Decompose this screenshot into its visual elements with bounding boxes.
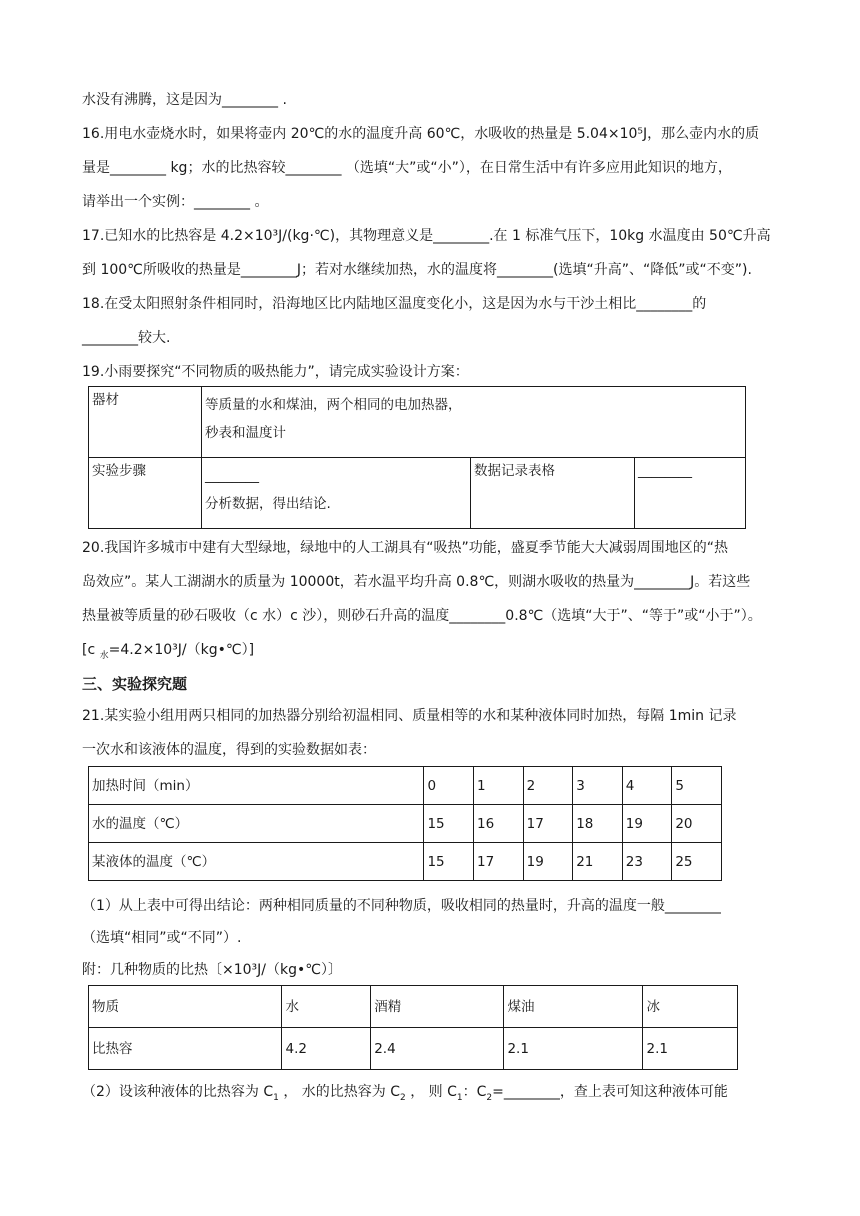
specific-heat-header-cell: 冰 — [643, 986, 738, 1028]
specific-heat-value-cell: 比热容 — [89, 1028, 282, 1070]
q18-line2: ________较大. — [82, 330, 171, 346]
q18-line1: 18.在受太阳照射条件相同时，沿海地区比内陆地区温度变化小，这是因为水与干沙土相比________的 — [82, 296, 707, 312]
temperature-cell: 17 — [474, 843, 524, 881]
temperature-cell: 19 — [622, 805, 672, 843]
q19-record-table-label: 数据记录表格 — [471, 458, 635, 529]
q21-line2: 一次水和该液体的温度，得到的实验数据如表： — [82, 742, 376, 758]
q19-equipment-line1: 等质量的水和煤油，两个相同的电加热器， — [205, 397, 462, 413]
temperature-cell: 23 — [622, 843, 672, 881]
temperature-table-row — [89, 843, 722, 881]
q16-line3: 请举出一个实例：________ 。 — [82, 194, 269, 210]
q21-part1-line1: （1）从上表中可得出结论：两种相同质量的不同种物质，吸收相同的热量时，升高的温度一般________ — [82, 898, 721, 914]
temperature-cell: 17 — [523, 805, 573, 843]
specific-heat-table-row — [89, 986, 738, 1028]
temperature-row-label: 某液体的温度（℃） — [89, 843, 424, 881]
temperature-cell: 0 — [424, 767, 474, 805]
q19-equipment-label: 器材 — [89, 387, 202, 458]
temperature-cell: 16 — [474, 805, 524, 843]
q16-line1: 16.用电水壶烧水时，如果将壶内 20℃的水的温度升高 60℃，水吸收的热量是 5.04×10⁵J，那么壶内水的质 — [82, 126, 760, 142]
q20-line4: [c $_水$=4.2×10³J/（kg•℃）] — [82, 642, 255, 661]
temperature-cell: 25 — [672, 843, 722, 881]
q17-line1: 17.已知水的比热容是 4.2×10³J/(kg·℃)，其物理意义是________.在 1 标准气压下，10kg 水温度由 50℃升高 — [82, 228, 771, 244]
q21-appendix: 附：几种物质的比热〔×10³J/（kg•℃）〕 — [82, 962, 342, 978]
specific-heat-header-cell: 水 — [282, 986, 371, 1028]
q20-line2: 岛效应”。某人工湖湖水的质量为 10000t，若水温平均升高 0.8℃，则湖水吸收的热量为________J。若这些 — [82, 574, 751, 590]
temperature-table-row — [89, 805, 722, 843]
q19-line1: 19.小雨要探究“不同物质的吸热能力”，请完成实验设计方案： — [82, 364, 469, 380]
q19-steps-line2: 分析数据，得出结论. — [205, 496, 331, 512]
q19-equipment-cell — [202, 387, 746, 458]
temperature-cell: 15 — [424, 843, 474, 881]
q20-line1: 20.我国许多城市中建有大型绿地，绿地中的人工湖具有“吸热”功能，盛夏季节能大大减弱周围地区的“热 — [82, 540, 729, 556]
q17-line2: 到 100℃所吸收的热量是________J；若对水继续加热，水的温度将________(选填“升高”、“降低”或“不变”). — [82, 262, 752, 278]
temperature-table-row — [89, 767, 722, 805]
q21-temperature-table — [88, 766, 722, 881]
temperature-cell: 20 — [672, 805, 722, 843]
q19-equipment-line2: 秒表和温度计 — [205, 425, 286, 441]
section-heading: 三、实验探究题 — [82, 675, 188, 693]
specific-heat-value-cell: 2.1 — [643, 1028, 738, 1070]
q19-steps-label: 实验步骤 — [89, 458, 202, 529]
temperature-cell: 2 — [523, 767, 573, 805]
q15-tail: 水没有沸腾，这是因为________ . — [82, 92, 287, 108]
temperature-cell: 15 — [424, 805, 474, 843]
q21-line1: 21.某实验小组用两只相同的加热器分别给初温相同、质量相等的水和某种液体同时加热，每隔 1min 记录 — [82, 708, 737, 724]
q21-part2: （2）设该种液体的比热容为 $C_1$ ， 水的比热容为 $C_2$ ， 则 $C_1$：$C_2=\_\_\_\_\_\_\_\_$，查上表可知这种液体可能 — [82, 1084, 728, 1103]
q19-steps-blank: ________ — [205, 468, 259, 484]
temperature-cell: 1 — [474, 767, 524, 805]
specific-heat-header-cell: 酒精 — [371, 986, 504, 1028]
temperature-cell: 3 — [573, 767, 623, 805]
specific-heat-table-row — [89, 1028, 738, 1070]
q19-steps-cell — [202, 458, 471, 529]
temperature-row-label: 加热时间（min） — [89, 767, 424, 805]
q21-specific-heat-table — [88, 985, 738, 1070]
q20-line3: 热量被等质量的砂石吸收（c 水）c 沙），则砂石升高的温度________0.8℃（选填“大于”、“等于”或“小于”）。 — [82, 608, 762, 624]
q19-record-table-blank: ________ — [635, 458, 746, 529]
specific-heat-value-cell: 2.4 — [371, 1028, 504, 1070]
specific-heat-header-cell: 煤油 — [504, 986, 643, 1028]
temperature-cell: 19 — [523, 843, 573, 881]
specific-heat-header-cell: 物质 — [89, 986, 282, 1028]
temperature-cell: 5 — [672, 767, 722, 805]
temperature-cell: 18 — [573, 805, 623, 843]
temperature-cell: 21 — [573, 843, 623, 881]
q21-part1-line2: （选填“相同”或“不同”）. — [82, 930, 242, 946]
temperature-cell: 4 — [622, 767, 672, 805]
q19-design-table — [88, 386, 746, 529]
temperature-row-label: 水的温度（℃） — [89, 805, 424, 843]
specific-heat-value-cell: 4.2 — [282, 1028, 371, 1070]
specific-heat-value-cell: 2.1 — [504, 1028, 643, 1070]
q16-line2: 量是________ kg；水的比热容较________ （选填“大”或“小”），在日常生活中有许多应用此知识的地方， — [82, 160, 732, 176]
